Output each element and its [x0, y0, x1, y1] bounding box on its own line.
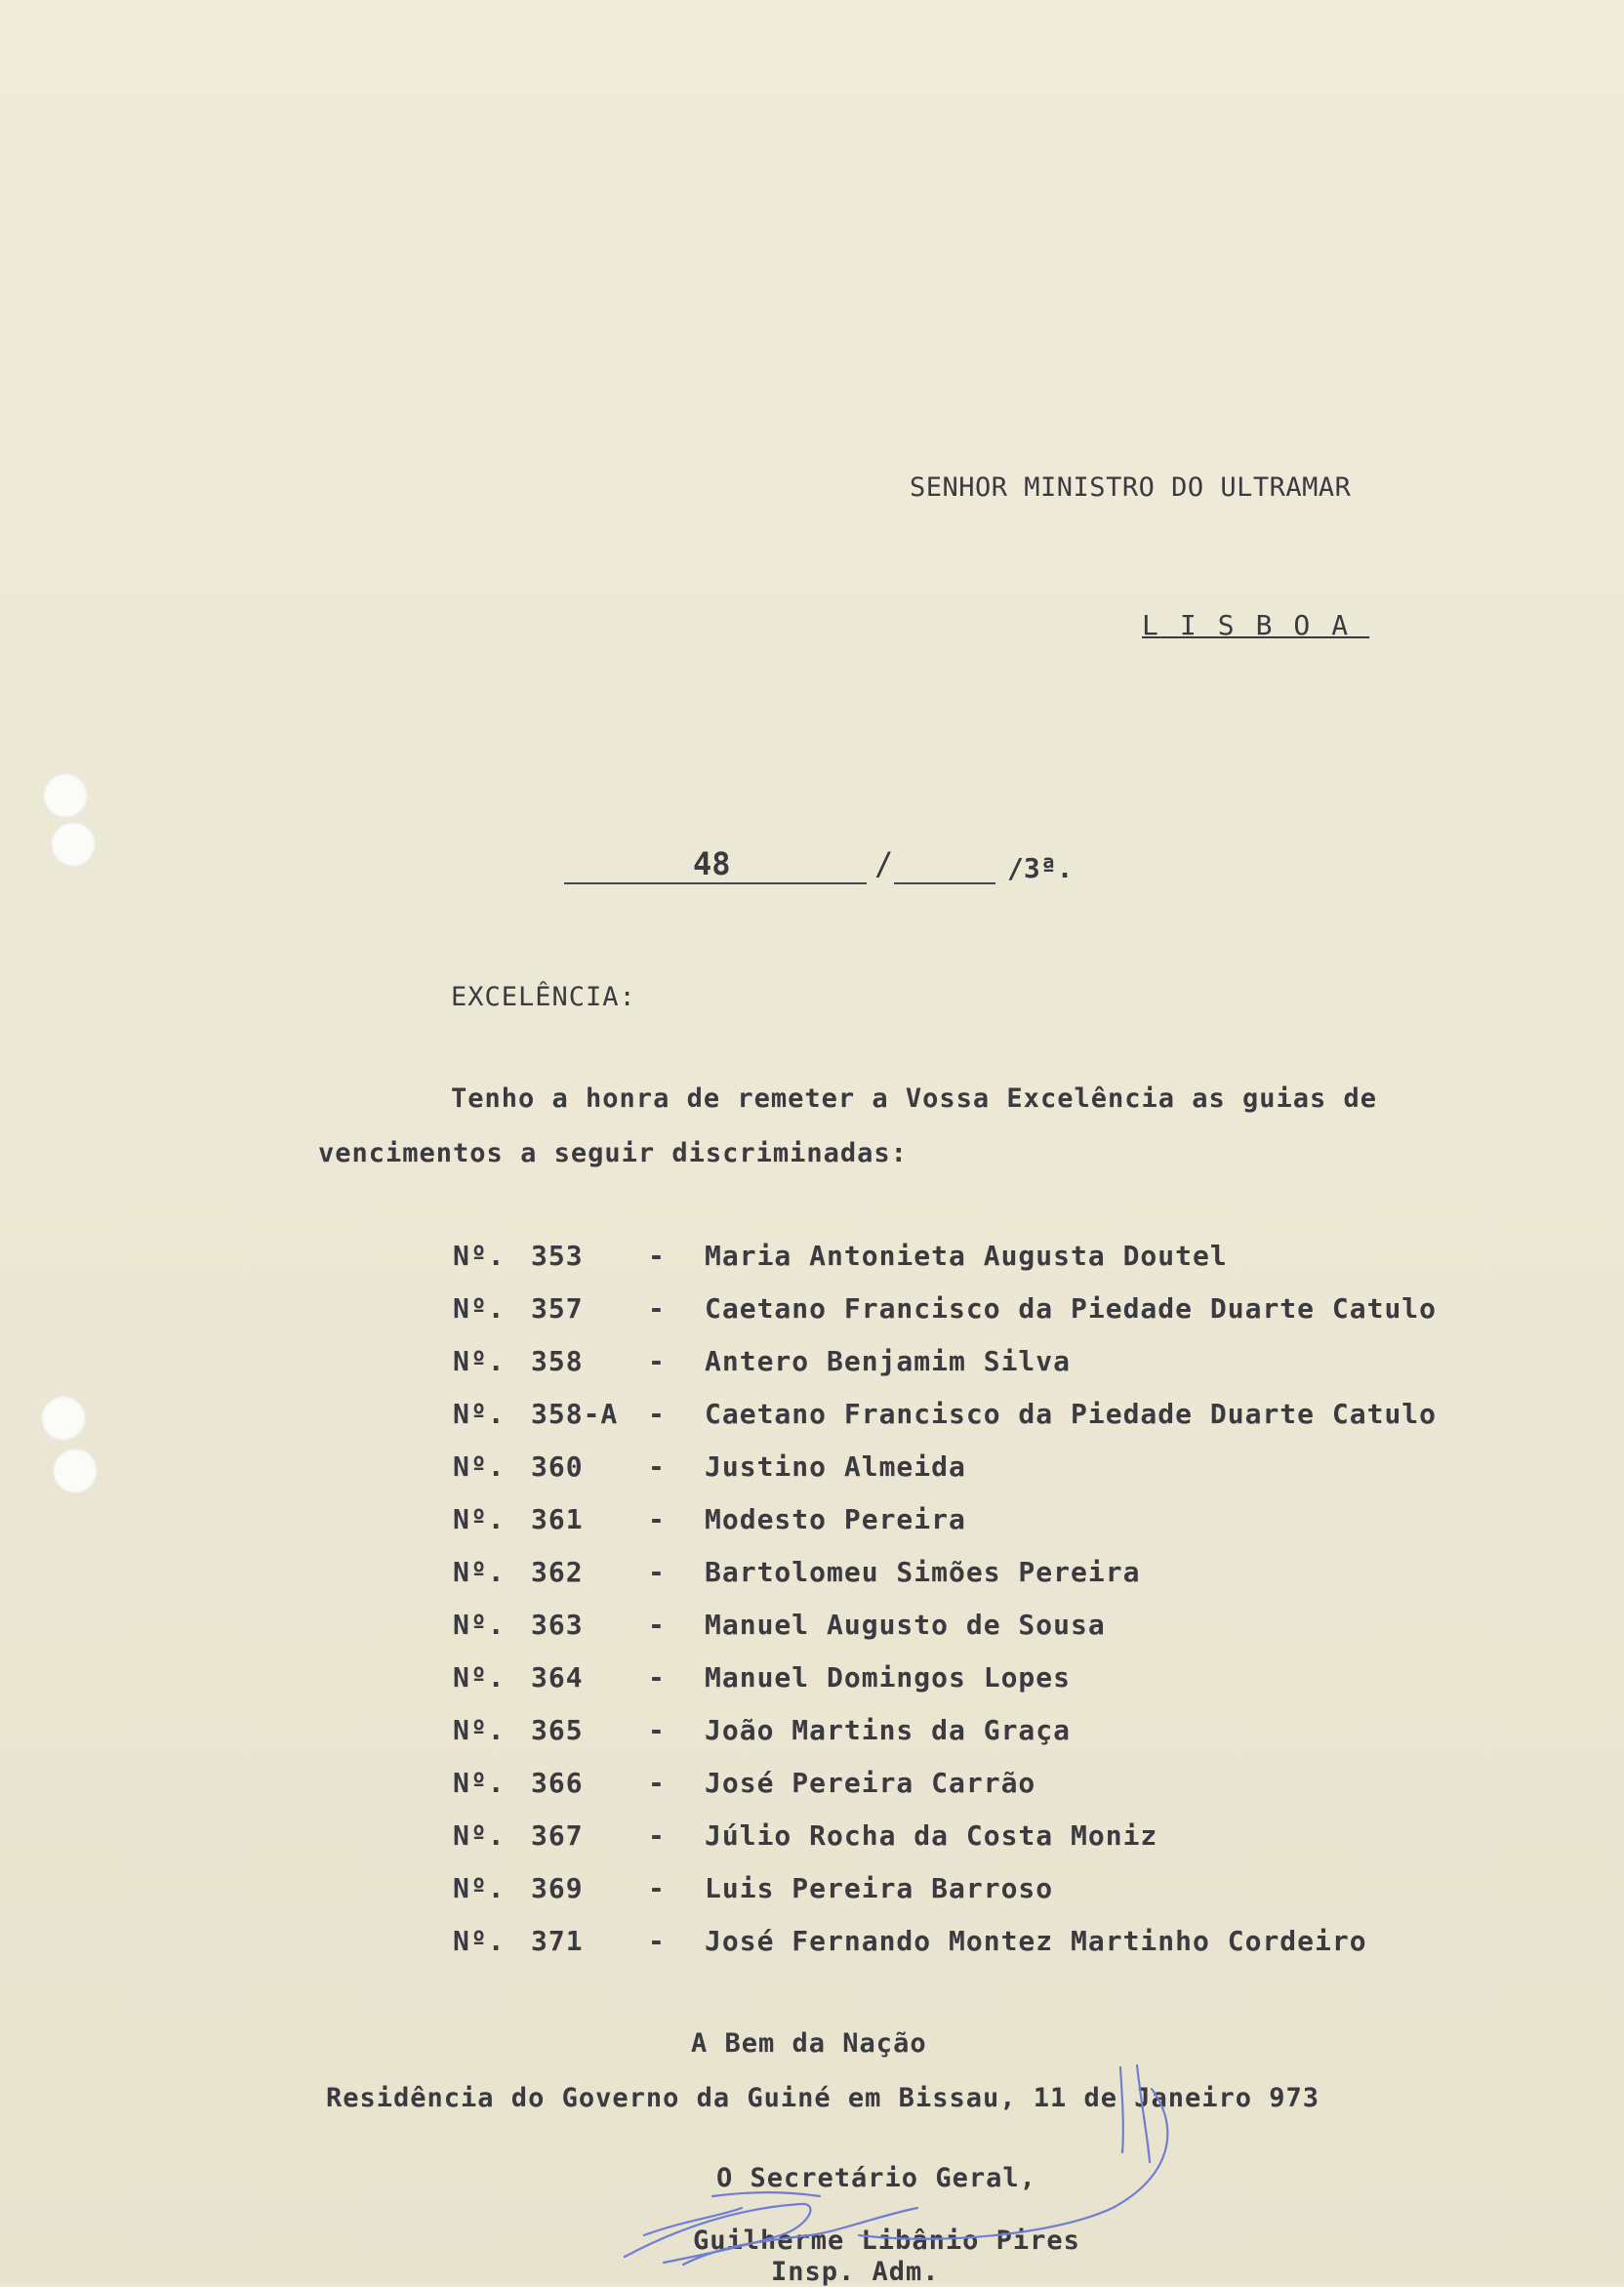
- list-item: [453, 1503, 1526, 1556]
- entry-label: Nº.: [453, 1609, 506, 1641]
- entry-number: 358: [531, 1345, 584, 1377]
- entry-number: 357: [531, 1292, 584, 1325]
- reference-line: [564, 845, 1091, 884]
- entry-dash: -: [648, 1767, 666, 1799]
- list-item: [453, 1767, 1526, 1819]
- closing: A Bem da Nação: [691, 2028, 927, 2059]
- list-item: [453, 1450, 1526, 1503]
- entry-label: Nº.: [453, 1872, 506, 1904]
- reference-number: 48: [693, 845, 731, 882]
- reference-suffix: /3ª.: [1007, 852, 1074, 884]
- signer-rank: Insp. Adm.: [771, 2257, 940, 2287]
- entry-number: 358-A: [531, 1398, 619, 1430]
- entry-name: José Fernando Montez Martinho Cordeiro: [705, 1925, 1367, 1957]
- punch-hole: [51, 822, 96, 867]
- punch-hole: [41, 1396, 86, 1441]
- entry-label: Nº.: [453, 1714, 506, 1746]
- entry-number: 364: [531, 1661, 584, 1694]
- entry-label: Nº.: [453, 1556, 506, 1588]
- entry-dash: -: [648, 1450, 666, 1483]
- entry-label: Nº.: [453, 1398, 506, 1430]
- entry-label: Nº.: [453, 1292, 506, 1325]
- entry-dash: -: [648, 1925, 666, 1957]
- body-line-2: vencimentos a seguir discriminadas:: [318, 1138, 908, 1168]
- entry-label: Nº.: [453, 1450, 506, 1483]
- list-item: [453, 1714, 1526, 1767]
- entry-dash: -: [648, 1609, 666, 1641]
- entry-name: Manuel Augusto de Sousa: [705, 1609, 1106, 1641]
- entry-label: Nº.: [453, 1503, 506, 1535]
- entry-name: Caetano Francisco da Piedade Duarte Catulo: [705, 1398, 1438, 1430]
- entry-number: 367: [531, 1819, 584, 1852]
- body-line-1: Tenho a honra de remeter a Vossa Excelência as guias de: [451, 1083, 1378, 1114]
- entry-name: Antero Benjamim Silva: [705, 1345, 1072, 1377]
- entry-number: 361: [531, 1503, 584, 1535]
- entry-list: [453, 1240, 1526, 1978]
- entry-name: João Martins da Graça: [705, 1714, 1072, 1746]
- list-item: [453, 1609, 1526, 1661]
- list-item: [453, 1292, 1526, 1345]
- entry-name: Júlio Rocha da Costa Moniz: [705, 1819, 1158, 1852]
- signer-name: Guilherme Libânio Pires: [693, 2226, 1080, 2256]
- entry-name: José Pereira Carrão: [705, 1767, 1036, 1799]
- entry-number: 365: [531, 1714, 584, 1746]
- entry-label: Nº.: [453, 1925, 506, 1957]
- entry-name: Justino Almeida: [705, 1450, 966, 1483]
- place-date: Residência do Governo da Guiné em Bissau, 11 de Janeiro 973: [326, 2083, 1320, 2113]
- entry-dash: -: [648, 1240, 666, 1272]
- entry-dash: -: [648, 1661, 666, 1694]
- entry-name: Bartolomeu Simões Pereira: [705, 1556, 1141, 1588]
- entry-label: Nº.: [453, 1819, 506, 1852]
- list-item: [453, 1872, 1526, 1925]
- entry-dash: -: [648, 1872, 666, 1904]
- entry-number: 371: [531, 1925, 584, 1957]
- entry-name: Maria Antonieta Augusta Doutel: [705, 1240, 1228, 1272]
- list-item: [453, 1819, 1526, 1872]
- entry-dash: -: [648, 1819, 666, 1852]
- entry-number: 363: [531, 1609, 584, 1641]
- list-item: [453, 1398, 1526, 1450]
- entry-label: Nº.: [453, 1240, 506, 1272]
- entry-label: Nº.: [453, 1345, 506, 1377]
- list-item: [453, 1661, 1526, 1714]
- entry-name: Luis Pereira Barroso: [705, 1872, 1054, 1904]
- addressee: SENHOR MINISTRO DO ULTRAMAR: [910, 472, 1352, 503]
- punch-hole: [53, 1449, 98, 1493]
- entry-number: 366: [531, 1767, 584, 1799]
- entry-name: Caetano Francisco da Piedade Duarte Catulo: [705, 1292, 1438, 1325]
- entry-label: Nº.: [453, 1767, 506, 1799]
- salutation: EXCELÊNCIA:: [451, 982, 636, 1012]
- entry-dash: -: [648, 1714, 666, 1746]
- entry-name: Modesto Pereira: [705, 1503, 966, 1535]
- entry-dash: -: [648, 1345, 666, 1377]
- entry-number: 362: [531, 1556, 584, 1588]
- list-item: [453, 1240, 1526, 1292]
- list-item: [453, 1925, 1526, 1978]
- city: LISBOA: [1142, 609, 1370, 641]
- entry-name: Manuel Domingos Lopes: [705, 1661, 1072, 1694]
- entry-number: 353: [531, 1240, 584, 1272]
- list-item: [453, 1345, 1526, 1398]
- entry-dash: -: [648, 1503, 666, 1535]
- signer-title: O Secretário Geral,: [716, 2163, 1036, 2193]
- entry-number: 360: [531, 1450, 584, 1483]
- entry-dash: -: [648, 1398, 666, 1430]
- entry-label: Nº.: [453, 1661, 506, 1694]
- list-item: [453, 1556, 1526, 1609]
- entry-dash: -: [648, 1292, 666, 1325]
- entry-number: 369: [531, 1872, 584, 1904]
- entry-dash: -: [648, 1556, 666, 1588]
- punch-hole: [43, 773, 88, 818]
- reference-separator: /: [874, 845, 894, 882]
